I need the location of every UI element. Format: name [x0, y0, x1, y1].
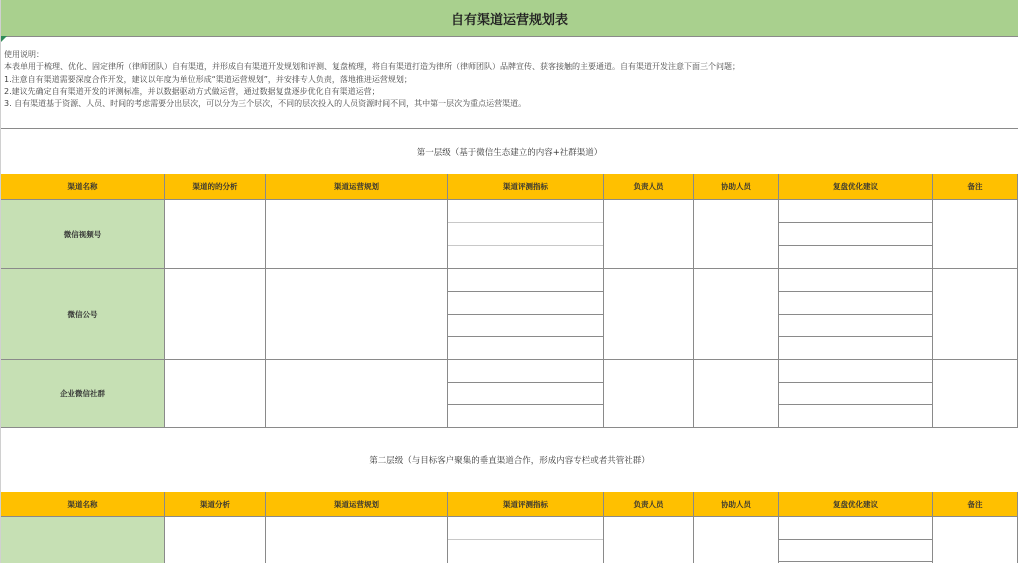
header-remarks[interactable]: 备注 [933, 174, 1018, 199]
owner-cell[interactable] [604, 360, 694, 427]
notes-line: 本表单用于梳理、优化、固定律所（律师团队）自有渠道，并形成自有渠道开发规划和评测、复盘梳理，将自有渠道打造为律所（律师团队）品牌宣传、获客接触的主要通道。自有渠道开发注意下面三个问题； [4, 62, 740, 72]
header-assistant[interactable]: 协助人员 [694, 492, 779, 516]
header-review-suggestions[interactable]: 复盘优化建议 [779, 492, 933, 516]
header-owner[interactable]: 负责人员 [604, 174, 694, 199]
assistant-cell[interactable] [694, 200, 779, 268]
table-row [1, 200, 1018, 269]
header-assistant[interactable]: 协助人员 [694, 174, 779, 199]
assistant-cell[interactable] [694, 517, 779, 563]
header-remarks[interactable]: 备注 [933, 492, 1018, 516]
sheet-title[interactable]: 自有渠道运营规划表 [1, 0, 1018, 37]
review-cell[interactable] [779, 360, 933, 427]
header-metrics[interactable]: 渠道评测指标 [448, 492, 604, 516]
review-cell[interactable] [779, 269, 933, 359]
tier2-header-row [1, 492, 1018, 517]
plan-cell[interactable] [266, 200, 448, 268]
owner-cell[interactable] [604, 269, 694, 359]
notes-line: 2.建议先确定自有渠道开发的评测标准，并以数据驱动方式做运营，通过数据复盘逐步优化自有渠道运营； [4, 86, 380, 96]
header-channel-analysis[interactable]: 渠道分析 [165, 492, 266, 516]
metrics-cell[interactable] [448, 269, 604, 359]
channel-name-cell[interactable]: 企业微信社群 [1, 360, 165, 427]
remarks-cell[interactable] [933, 360, 1018, 427]
remarks-cell[interactable] [933, 517, 1018, 563]
header-owner[interactable]: 负责人员 [604, 492, 694, 516]
table-row [1, 360, 1018, 428]
owner-cell[interactable] [604, 200, 694, 268]
tier2-label[interactable]: 第二层级（与目标客户聚集的垂直渠道合作，形成内容专栏或者共管社群） [1, 428, 1018, 493]
metrics-cell[interactable] [448, 200, 604, 268]
channel-name-cell[interactable]: 微信公号 [1, 269, 165, 359]
header-operation-plan[interactable]: 渠道运营规划 [266, 174, 448, 199]
remarks-cell[interactable] [933, 269, 1018, 359]
plan-cell[interactable] [266, 269, 448, 359]
header-channel-name[interactable]: 渠道名称 [1, 492, 165, 516]
plan-cell[interactable] [266, 517, 448, 563]
table-row [1, 269, 1018, 360]
analysis-cell[interactable] [165, 360, 266, 427]
table-row [1, 517, 1018, 563]
analysis-cell[interactable] [165, 517, 266, 563]
metrics-cell[interactable] [448, 517, 604, 563]
assistant-cell[interactable] [694, 360, 779, 427]
header-channel-name[interactable]: 渠道名称 [1, 174, 165, 199]
notes-line: 使用说明： [4, 50, 44, 59]
review-cell[interactable] [779, 200, 933, 268]
tier1-header-row [1, 174, 1018, 200]
channel-name-cell[interactable] [1, 517, 165, 563]
header-metrics[interactable]: 渠道评测指标 [448, 174, 604, 199]
tier1-label[interactable]: 第一层级（基于微信生态建立的内容+社群渠道） [1, 130, 1018, 175]
notes-line: 3. 自有渠道基于资源、人员、时间的考虑需要分出层次，可以分为三个层次，不同的层次投入的人员资源时间不同，其中第一层次为重点运营渠道。 [4, 99, 527, 109]
usage-notes[interactable] [1, 37, 1018, 129]
remarks-cell[interactable] [933, 200, 1018, 268]
plan-cell[interactable] [266, 360, 448, 427]
metrics-cell[interactable] [448, 360, 604, 427]
channel-name-cell[interactable]: 微信视频号 [1, 200, 165, 268]
header-channel-analysis[interactable]: 渠道的的分析 [165, 174, 266, 199]
analysis-cell[interactable] [165, 269, 266, 359]
review-cell[interactable] [779, 517, 933, 563]
header-review-suggestions[interactable]: 复盘优化建议 [779, 174, 933, 199]
owner-cell[interactable] [604, 517, 694, 563]
notes-line: 1.注意自有渠道需要深度合作开发，建议以年度为单位形成“渠道运营规划”，并安排专人负责，落地推进运营规划； [4, 74, 412, 84]
assistant-cell[interactable] [694, 269, 779, 359]
header-operation-plan[interactable]: 渠道运营规划 [266, 492, 448, 516]
analysis-cell[interactable] [165, 200, 266, 268]
